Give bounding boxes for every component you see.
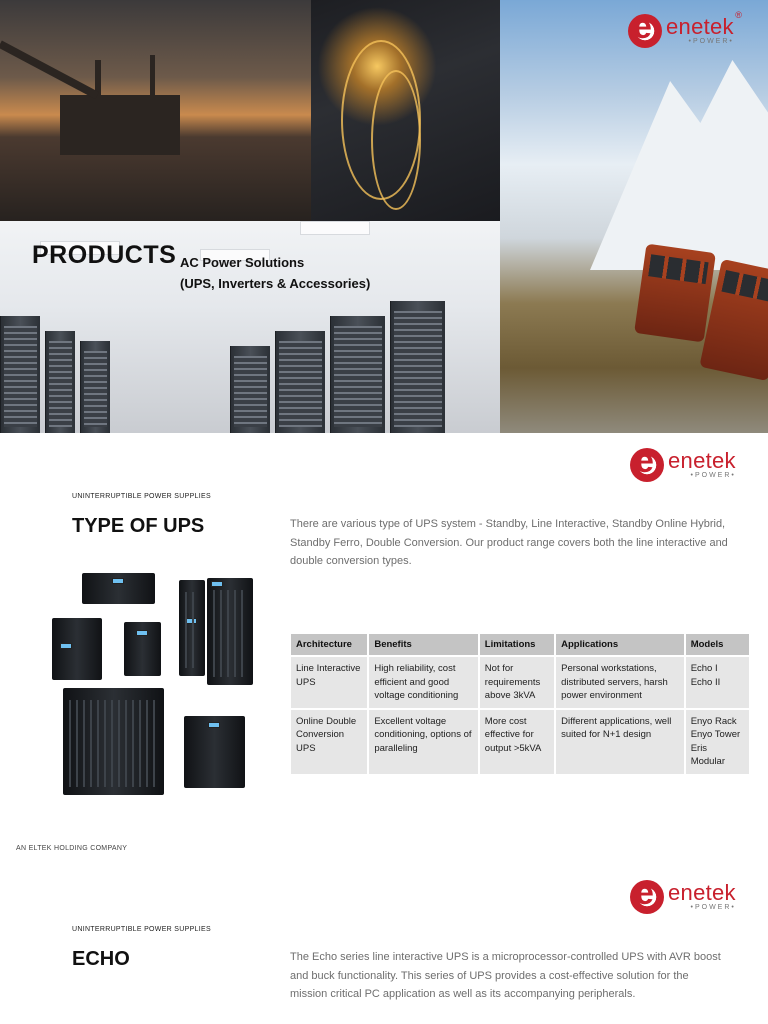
logo-mark-icon — [630, 880, 664, 914]
ups-cabinet-image — [63, 688, 164, 795]
mountain-train-photo — [500, 0, 768, 433]
ups-display — [208, 722, 220, 728]
logo-mark-icon — [630, 448, 664, 482]
section-body: The Echo series line interactive UPS is a microprocessor-controlled UPS with AVR boost and buck functionality. This series of UPS provides a cost-effective solution for the mission critical PC application as well as its accompanying peripherals. — [290, 951, 721, 1000]
table-cell: Different applications, well suited for N+1 design — [556, 710, 684, 774]
brand-logo — [630, 448, 736, 482]
ups-tower-large-image — [207, 578, 253, 685]
table-cell: Online Double Conversion UPS — [291, 710, 367, 774]
hero-subtitle-line: (UPS, Inverters & Accessories) — [180, 276, 371, 291]
hero-subtitle — [180, 252, 370, 294]
logo-wordmark: enetek — [666, 14, 734, 39]
ups-rack-unit-image — [82, 573, 155, 604]
server-rack — [275, 331, 325, 433]
table-cell: More cost effective for output >5kVA — [480, 710, 554, 774]
rig-boom — [0, 40, 99, 99]
brand-logo — [630, 880, 736, 914]
hero-title: PRODUCTS — [32, 241, 177, 269]
table-header: Models — [686, 634, 749, 655]
server-rack — [230, 346, 270, 433]
table-cell: Echo I Echo II — [686, 657, 749, 708]
logo-tagline: •POWER• — [688, 38, 734, 45]
registered-mark: ® — [735, 10, 742, 20]
table-cell: Not for requirements above 3kVA — [480, 657, 554, 708]
section-title: TYPE OF UPS — [72, 515, 205, 537]
server-rack — [0, 316, 40, 433]
server-rack — [330, 316, 385, 433]
city-night-photo — [311, 0, 500, 221]
table-cell: High reliability, cost efficient and good voltage conditioning — [369, 657, 477, 708]
ups-display — [112, 578, 124, 584]
table-row — [291, 710, 749, 774]
ups-display — [211, 581, 223, 587]
rig-structure — [60, 95, 180, 155]
section-body: There are various type of UPS system - Standby, Line Interactive, Standby Online Hybrid, Standby Ferro, Double Conversion. Our product range covers both the line interactive and double conversion types. — [290, 518, 728, 567]
ceiling-light — [300, 221, 370, 235]
server-rack — [80, 341, 110, 433]
hero-subtitle-line: AC Power Solutions — [180, 255, 305, 270]
ups-modular-image — [184, 716, 245, 788]
ups-display — [60, 643, 72, 649]
section-kicker: UNINTERRUPTIBLE POWER SUPPLIES — [72, 926, 211, 933]
section-kicker: UNINTERRUPTIBLE POWER SUPPLIES — [72, 493, 211, 500]
ups-display — [136, 630, 148, 636]
server-rack — [45, 331, 75, 433]
logo-wordmark: enetek — [668, 880, 736, 905]
ups-tower-tall-image — [179, 580, 205, 676]
table-cell: Enyo Rack Enyo Tower Eris Modular — [686, 710, 749, 774]
hero-collage — [0, 0, 768, 433]
table-cell: Excellent voltage conditioning, options of paralleling — [369, 710, 477, 774]
ups-comparison-table — [289, 634, 751, 774]
logo-mark-icon — [628, 14, 662, 48]
ups-tower-small-image — [52, 618, 102, 680]
logo-tagline: •POWER• — [690, 472, 736, 479]
logo-wordmark: enetek — [668, 448, 736, 473]
server-rack — [390, 301, 445, 433]
snowy-mountain — [590, 60, 768, 270]
train-car — [634, 244, 716, 343]
table-row — [291, 657, 749, 708]
table-cell: Personal workstations, distributed servers, harsh power environment — [556, 657, 684, 708]
section-title: ECHO — [72, 948, 130, 970]
ups-tower-mini-image — [124, 622, 161, 676]
footer-note: AN ELTEK HOLDING COMPANY — [16, 845, 128, 852]
table-header-row — [291, 634, 749, 655]
ups-display — [185, 618, 197, 624]
logo-tagline: •POWER• — [690, 904, 736, 911]
table-header: Applications — [556, 634, 684, 655]
light-trail — [371, 70, 421, 210]
rig-crane — [150, 55, 155, 100]
oil-rig-photo — [0, 0, 311, 221]
table-header: Benefits — [369, 634, 477, 655]
table-cell: Line Interactive UPS — [291, 657, 367, 708]
brand-logo — [628, 10, 742, 48]
table-header: Limitations — [480, 634, 554, 655]
table-header: Architecture — [291, 634, 367, 655]
